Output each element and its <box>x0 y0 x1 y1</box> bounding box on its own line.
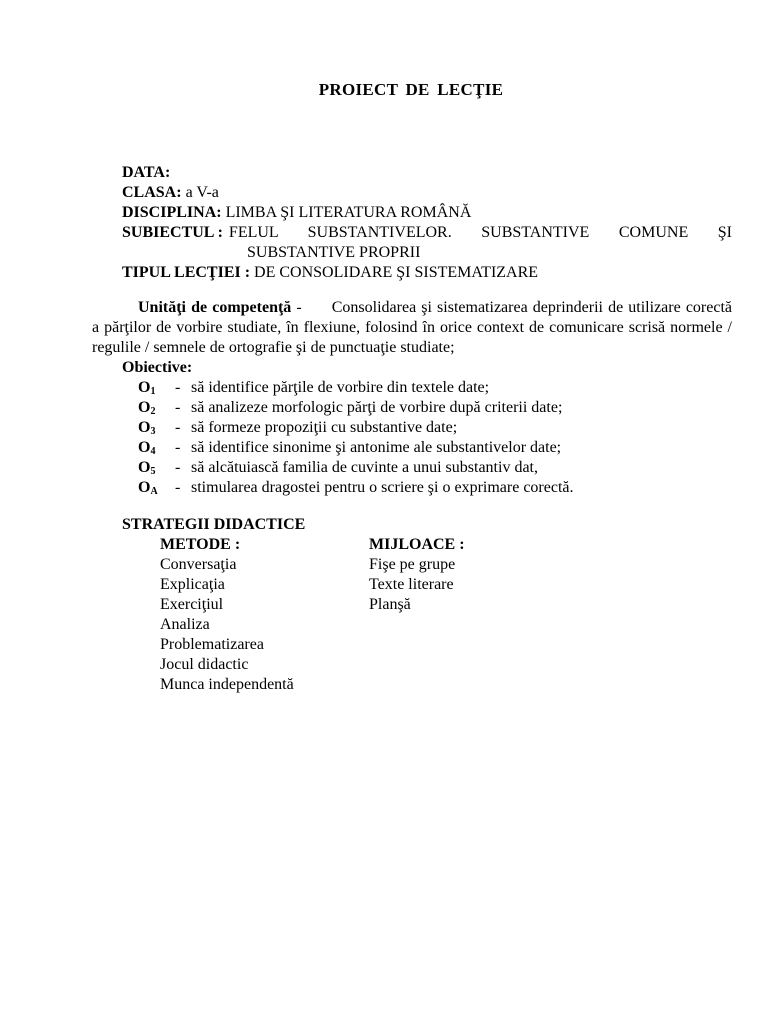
objective-item <box>138 438 738 458</box>
data-label: DATA: <box>122 164 171 181</box>
objective-code-letter: O <box>138 419 151 436</box>
metode-column <box>160 535 294 695</box>
meta-subiectul-line-2 <box>122 243 732 263</box>
objective-code-letter: O <box>138 459 151 476</box>
tipul-label: TIPUL LECŢIEI : <box>122 264 251 281</box>
competente-paragraph <box>92 298 732 358</box>
objective-dash: - <box>175 399 181 416</box>
objective-item <box>138 418 738 438</box>
competente-label: Unităţi de competenţă <box>138 299 292 316</box>
metoda-item: Exerciţiul <box>160 596 224 613</box>
objective-item <box>138 478 738 498</box>
objective-item <box>138 458 738 478</box>
objective-dash: - <box>175 479 181 496</box>
disciplina-label: DISCIPLINA: <box>122 204 222 221</box>
objective-text: stimularea dragostei pentru o scriere şi o exprimare corectă. <box>191 479 574 496</box>
tipul-value: DE CONSOLIDARE ŞI SISTEMATIZARE <box>254 264 539 281</box>
mijloace-list <box>369 555 465 615</box>
objective-code-letter: O <box>138 439 151 456</box>
objective-item <box>138 398 738 418</box>
obiective-heading: Obiective: <box>122 359 193 376</box>
clasa-label: CLASA: <box>122 184 182 201</box>
objective-code <box>138 378 175 398</box>
metode-heading: METODE : <box>160 536 241 553</box>
competente-text: Consolidarea şi sistematizarea deprinderii de utilizare corectă a părţilor de vorbire studiate, în flexiune, folosind în orice context de comunicare scrisă normele / regulile / semnele de ortografie şi de punctuaţie studiate; <box>92 299 732 356</box>
objective-code <box>138 418 175 438</box>
objective-text: să analizeze morfologic părţi de vorbire după criterii date; <box>191 399 563 416</box>
strategii-heading: STRATEGII DIDACTICE <box>122 516 306 533</box>
meta-disciplina-line <box>122 203 732 223</box>
objective-code-sub: 1 <box>150 386 156 397</box>
objective-code-letter: O <box>138 379 151 396</box>
metoda-item: Analiza <box>160 616 210 633</box>
obiective-list <box>138 378 738 498</box>
competente-dash: - <box>296 299 302 316</box>
lesson-meta <box>122 163 732 283</box>
metoda-item: Problematizarea <box>160 636 264 653</box>
subiectul-value-1: FELUL SUBSTANTIVELOR. SUBSTANTIVE COMUNE ŞI <box>228 224 732 241</box>
objective-code <box>138 398 175 418</box>
objective-code <box>138 438 175 458</box>
metoda-item: Jocul didactic <box>160 656 249 673</box>
metode-list <box>160 555 294 695</box>
subiectul-value-2: SUBSTANTIVE PROPRII <box>247 244 421 261</box>
mijloc-item: Fişe pe grupe <box>369 556 456 573</box>
mijloc-item: Planşă <box>369 596 411 613</box>
mijloace-column <box>369 535 465 615</box>
objective-code-letter: O <box>138 479 151 496</box>
meta-subiectul-line <box>122 223 732 243</box>
objective-code-letter: O <box>138 399 151 416</box>
subiectul-label: SUBIECTUL : <box>122 224 223 241</box>
objective-text: să identifice părţile de vorbire din textele date; <box>191 379 490 396</box>
mijloace-heading: MIJLOACE : <box>369 536 465 553</box>
metoda-item: Conversaţia <box>160 556 237 573</box>
meta-data-line <box>122 163 732 183</box>
page-title: PROIECT DE LECŢIE <box>318 80 504 99</box>
objective-code-sub: 2 <box>150 406 156 417</box>
metoda-item: Explicaţia <box>160 576 225 593</box>
clasa-value: a V-a <box>185 184 219 201</box>
objective-code <box>138 478 175 498</box>
objective-code-sub: 4 <box>150 446 156 457</box>
mijloc-item: Texte literare <box>369 576 454 593</box>
objective-dash: - <box>175 439 181 456</box>
meta-tipul-line <box>122 263 732 283</box>
objective-code-sub: A <box>150 486 158 497</box>
meta-clasa-line <box>122 183 732 203</box>
metoda-item: Munca independentă <box>160 676 294 693</box>
objective-code-sub: 5 <box>150 466 156 477</box>
objective-text: să alcătuiască familia de cuvinte a unui substantiv dat, <box>191 459 538 476</box>
objective-dash: - <box>175 379 181 396</box>
objective-dash: - <box>175 419 181 436</box>
objective-text: să formeze propoziţii cu substantive date; <box>191 419 458 436</box>
objective-code <box>138 458 175 478</box>
objective-code-sub: 3 <box>150 426 156 437</box>
objective-text: să identifice sinonime şi antonime ale substantivelor date; <box>191 439 562 456</box>
disciplina-value: LIMBA ŞI LITERATURA ROMÂNĂ <box>225 204 472 221</box>
objective-item <box>138 378 738 398</box>
objective-dash: - <box>175 459 181 476</box>
